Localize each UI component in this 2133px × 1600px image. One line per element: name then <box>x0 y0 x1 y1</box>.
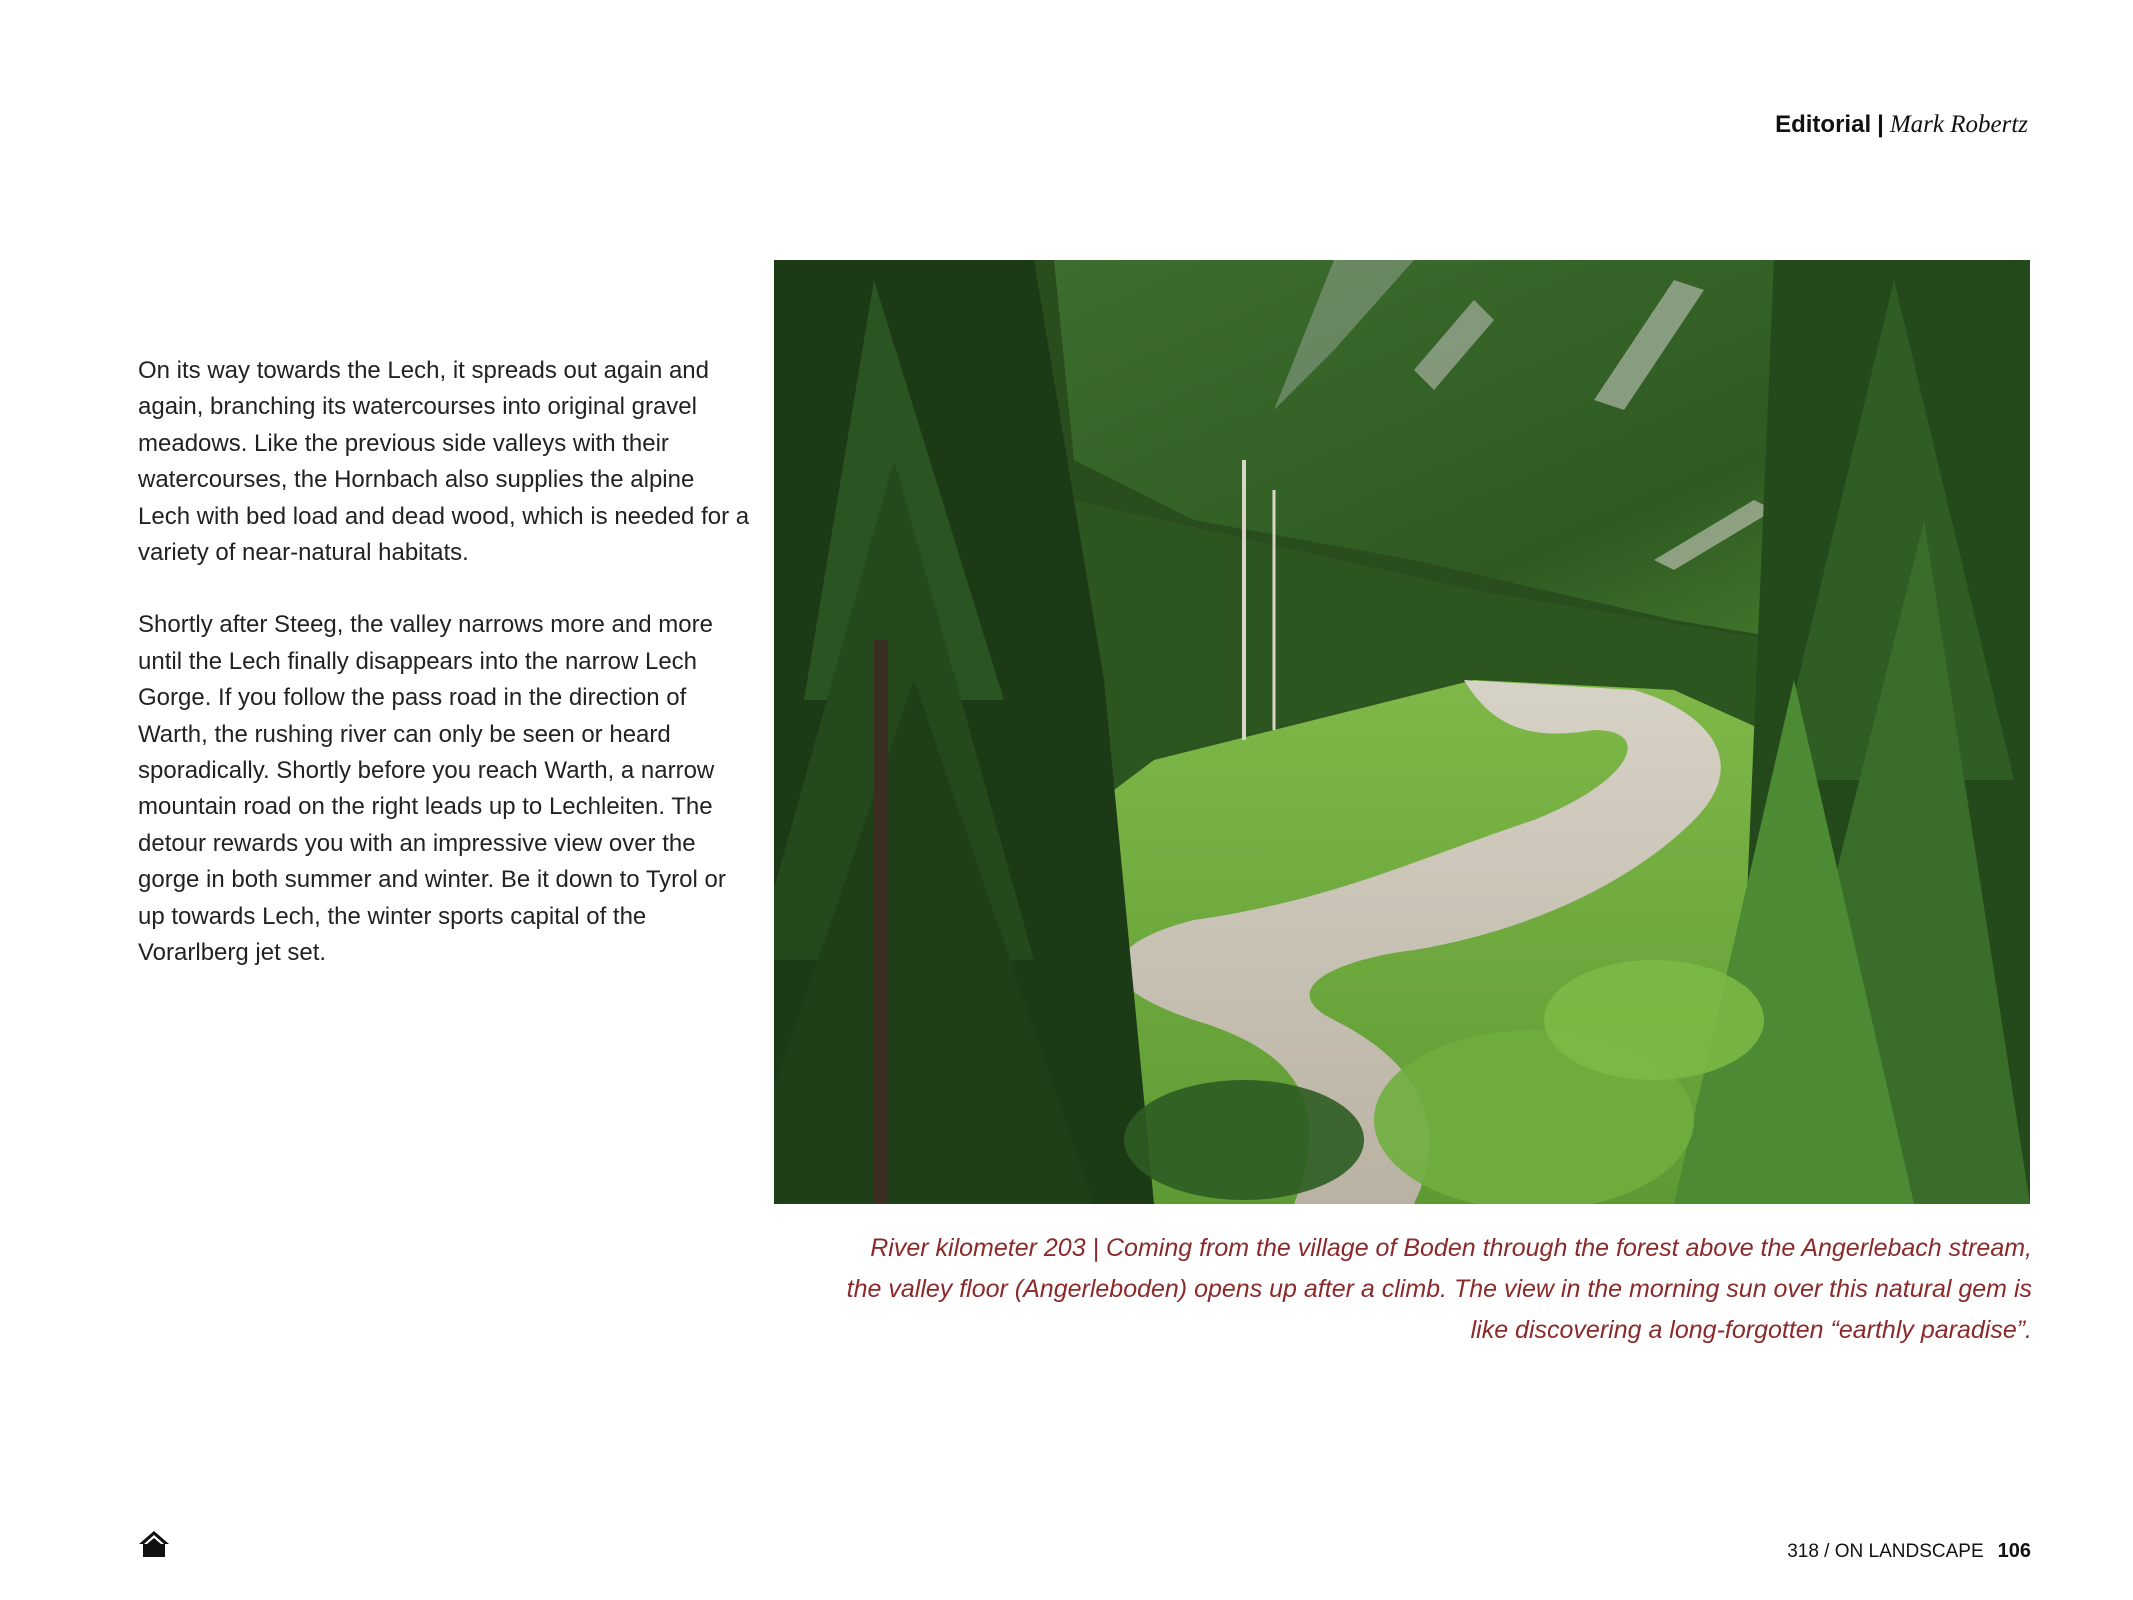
caption-line: River kilometer 203 | Coming from the village of Boden through the forest above the Angerlebach stream, <box>870 1234 2032 1262</box>
landscape-photo <box>774 260 2030 1204</box>
caption-line: like discovering a long-forgotten “earthly paradise”. <box>1470 1316 2032 1344</box>
paragraph: On its way towards the Lech, it spreads out again and again, branching its watercourses into original gravel meadows. Like the previous side valleys with their watercourses, the Hornbach also supplies the alpine Lech with bed load and dead wood, which is needed for a variety of near-natural habitats. <box>138 357 750 567</box>
article-body <box>138 353 750 1008</box>
home-icon[interactable] <box>138 1530 170 1558</box>
photo-caption <box>780 1228 2032 1351</box>
page-footer <box>1787 1540 2031 1563</box>
header-separator: | <box>1877 111 1884 138</box>
page-number: 106 <box>1997 1540 2031 1562</box>
running-header <box>1775 110 2028 140</box>
paragraph: Shortly after Steeg, the valley narrows more and more until the Lech finally disappears into the narrow Lech Gorge. If you follow the pass road in the direction of Warth, the rushing river can only be seen or heard sporadically. Shortly before you reach Warth, a narrow mountain road on the right leads up to Lechleiten. The detour rewards you with an impressive view over the gorge in both summer and winter. Be it down to Tyrol or up towards Lech, the winter sports capital of the Vorarlberg jet set. <box>138 611 726 967</box>
caption-line: the valley floor (Angerleboden) opens up after a climb. The view in the morning sun over this natural gem is <box>846 1275 2032 1303</box>
issue-label: 318 / ON LANDSCAPE <box>1787 1541 1984 1562</box>
author-name: Mark Robertz <box>1889 111 2028 138</box>
section-label: Editorial <box>1775 111 1872 138</box>
